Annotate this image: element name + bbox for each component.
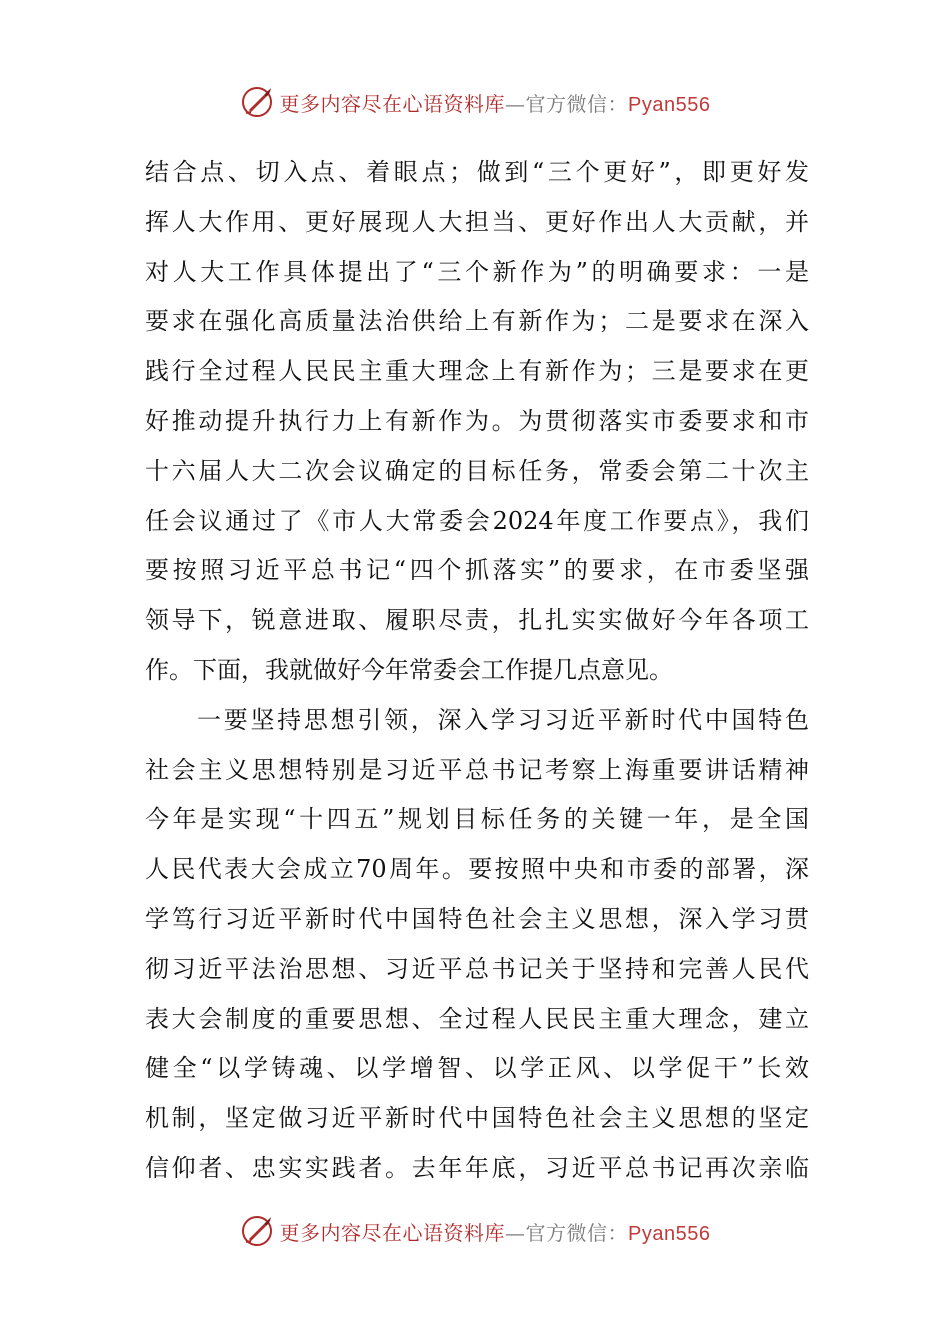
text-line: 要求在强化高质量法治供给上有新作为；二是要求在深入: [145, 307, 809, 336]
text-line: 健全“以学铸魂、以学增智、以学正风、以学促干”长效: [145, 1054, 809, 1083]
text-line: 践行全过程人民民主重大理念上有新作为；三是要求在更: [145, 357, 809, 386]
watermark-wechat-id: Pyan556: [628, 93, 711, 116]
text-line: 机制，坚定做习近平新时代中国特色社会主义思想的坚定: [145, 1104, 809, 1133]
watermark-text: [280, 88, 711, 117]
text-line: 彻习近平法治思想、习近平总书记关于坚持和完善人民代: [145, 954, 809, 983]
text-line: 学笃行习近平新时代中国特色社会主义思想，深入学习贯: [145, 904, 809, 933]
watermark-dash: —: [505, 91, 526, 116]
quill-logo-icon: [240, 1214, 274, 1248]
watermark-header: [0, 82, 950, 122]
watermark-official: 官方微信：: [525, 91, 629, 116]
text-line: 挥人大作用、更好展现人大担当、更好作出人大贡献，并: [145, 207, 809, 236]
document-body: [145, 148, 809, 1194]
text-line: 社会主义思想特别是习近平总书记考察上海重要讲话精神: [145, 755, 809, 784]
watermark-main: 更多内容尽在心语资料库: [279, 1220, 506, 1245]
text-line: 好推动提升执行力上有新作为。为贯彻落实市委要求和市: [145, 406, 809, 435]
text-line: 对人大工作具体提出了“三个新作为”的明确要求：一是: [145, 257, 809, 286]
text-line: 领导下，锐意进取、履职尽责，扎扎实实做好今年各项工: [145, 606, 809, 635]
watermark-main: 更多内容尽在心语资料库: [279, 91, 506, 116]
text-line: 今年是实现“十四五”规划目标任务的关键一年，是全国: [145, 805, 809, 834]
watermark-footer: [0, 1211, 950, 1251]
watermark-wechat-id: Pyan556: [628, 1222, 711, 1245]
paragraph-end-line: 作。下面，我就做好今年常委会工作提几点意见。: [145, 655, 673, 684]
text-line: 结合点、切入点、着眼点；做到“三个更好”，即更好发: [145, 158, 809, 186]
text-line: 要按照习近平总书记“四个抓落实”的要求，在市委坚强: [145, 556, 809, 585]
text-line: 人民代表大会成立70周年。要按照中央和市委的部署，深: [145, 855, 809, 884]
quill-logo-icon: [240, 85, 274, 119]
text-line: 信仰者、忠实实践者。去年年底，习近平总书记再次亲临: [145, 1153, 809, 1182]
watermark-text: [280, 1217, 711, 1246]
text-line: 任会议通过了《市人大常委会2024年度工作要点》，我们: [145, 506, 809, 535]
paragraph-start-line: 一要坚持思想引领，深入学习习近平新时代中国特色: [197, 705, 809, 734]
watermark-dash: —: [505, 1220, 526, 1245]
watermark-official: 官方微信：: [525, 1220, 629, 1245]
text-line: 表大会制度的重要思想、全过程人民民主重大理念，建立: [145, 1004, 809, 1033]
text-line: 十六届人大二次会议确定的目标任务，常委会第二十次主: [145, 456, 809, 485]
